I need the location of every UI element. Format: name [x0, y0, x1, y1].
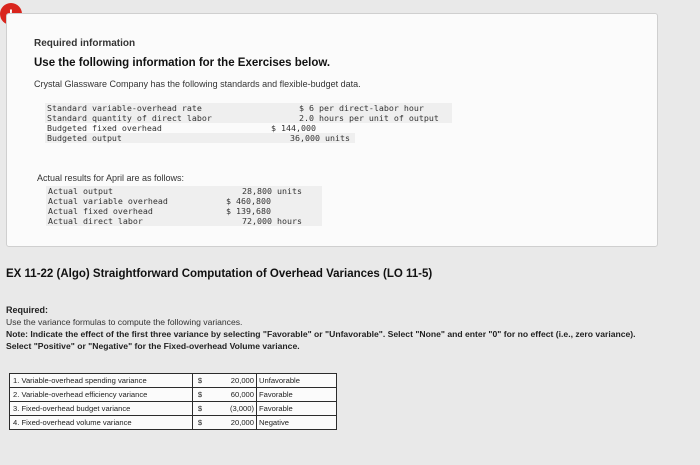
variance-row	[10, 416, 337, 430]
variance-row	[10, 374, 337, 388]
actual-value: $ 460,800	[226, 196, 271, 206]
standards-label: Budgeted fixed overhead	[47, 123, 162, 133]
exercise-title: EX 11-22 (Algo) Straightforward Computation of Overhead Variances (LO 11-5)	[6, 268, 433, 280]
standards-row	[45, 103, 452, 113]
variance-amount-input[interactable]: (3,000)	[207, 402, 257, 416]
standards-value: 2.0 hours per unit of output	[299, 113, 439, 123]
variance-effect-select[interactable]: Unfavorable	[257, 374, 337, 388]
required-note: Note: Indicate the effect of the first three variance by selecting "Favorable" or "Unfavorable". Select "None" and enter "0" for no effect (i.e., zero variance). Select "Positive" or "Negative" for the Fixed-overhead Volume variance.	[6, 329, 636, 351]
currency-symbol: $	[193, 388, 208, 402]
variance-amount-input[interactable]: 20,000	[207, 416, 257, 430]
actual-label: Actual variable overhead	[48, 196, 168, 206]
actual-value: $ 139,680	[226, 206, 271, 216]
variance-effect-select[interactable]: Favorable	[257, 402, 337, 416]
required-information-card	[6, 13, 658, 247]
variance-effect-select[interactable]: Negative	[257, 416, 337, 430]
actual-label: Actual direct labor	[48, 216, 143, 226]
variance-effect-select[interactable]: Favorable	[257, 388, 337, 402]
actual-row	[46, 186, 322, 196]
standards-value: $ 144,000	[271, 123, 316, 133]
variance-name: 2. Variable-overhead efficiency variance	[10, 388, 193, 402]
variance-row	[10, 402, 337, 416]
actual-value: 28,800 units	[242, 186, 302, 196]
actual-row	[46, 216, 322, 226]
currency-symbol: $	[193, 374, 208, 388]
actual-results-intro: Actual results for April are as follows:	[37, 173, 185, 183]
standards-row	[45, 123, 452, 133]
currency-symbol: $	[193, 402, 208, 416]
standards-label: Budgeted output	[47, 133, 122, 143]
currency-symbol: $	[193, 416, 208, 430]
variance-amount-input[interactable]: 20,000	[207, 374, 257, 388]
variance-table	[9, 373, 337, 430]
actual-value: 72,000 hours	[242, 216, 302, 226]
standards-value: $ 6 per direct-labor hour	[299, 103, 424, 113]
standards-value: 36,000 units	[290, 133, 350, 143]
actual-results-table	[46, 186, 322, 226]
actual-label: Actual fixed overhead	[48, 206, 153, 216]
variance-row	[10, 388, 337, 402]
card-subtitle: Use the following information for the Exercises below.	[34, 57, 331, 69]
standards-label: Standard variable-overhead rate	[47, 103, 202, 113]
required-text: Use the variance formulas to compute the following variances.	[6, 317, 243, 327]
standards-table	[45, 103, 452, 143]
variance-name: 3. Fixed-overhead budget variance	[10, 402, 193, 416]
variance-amount-input[interactable]: 60,000	[207, 388, 257, 402]
required-label: Required:	[6, 305, 49, 315]
actual-label: Actual output	[48, 186, 113, 196]
variance-name: 4. Fixed-overhead volume variance	[10, 416, 193, 430]
variance-name: 1. Variable-overhead spending variance	[10, 374, 193, 388]
actual-row	[46, 206, 322, 216]
card-title: Required information	[34, 38, 136, 49]
standards-label: Standard quantity of direct labor	[47, 113, 212, 123]
card-description: Crystal Glassware Company has the following standards and flexible-budget data.	[34, 79, 361, 89]
standards-row	[45, 113, 452, 123]
standards-row	[45, 133, 355, 143]
actual-row	[46, 196, 322, 206]
